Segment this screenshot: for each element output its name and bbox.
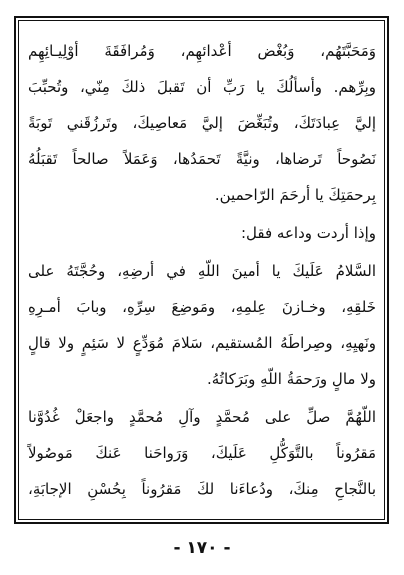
- text-line-10: ولا مالٍ ورَحمَةُ اللّهِ وبَرَكاتُهُ.: [207, 370, 376, 388]
- text-line-13: بالنَّجاحِ مِنكَ، ودُعاءَنا لكَ مَقرُوناً بِحُسْنِ الإجابَةِ،: [28, 480, 376, 498]
- text-line-3: إليَّ عِبادَتَكَ، وتُبَغِّضَ إليَّ مَعاصِيكَ، وتَرزُقَني تَوبَةً: [28, 114, 376, 132]
- prayer-text-block: [24, 28, 380, 512]
- text-line-9: ونَهيِهِ، وصِراطَهُ المُستقيم، سَلامَ مُوَدِّعٍ لا سَئِمٍ ولا قالٍ: [28, 334, 376, 352]
- text-line-12: مَقرُوناً بالتَّوَكُّلِ عَلَيكَ، وَرَواحَنا عَنكَ مَوصُولاً: [28, 444, 376, 462]
- section-heading: وإذا أردت وداعه فقل:: [240, 224, 376, 242]
- text-line-7: السَّلامُ عَلَيكَ يا أمينَ اللّهِ في أرضِهِ، وحُجَّتَهُ على: [28, 262, 376, 280]
- text-line-8: خَلقِهِ، وخـازنَ عِلمِهِ، ومَوضِعَ سِرِّهِ، وبابَ أمـرِهِ: [28, 298, 376, 316]
- text-line-5: بِرحمَتِكَ يا أرحَمَ الرّاحمين.: [214, 186, 376, 204]
- text-line-4: نَصُوحاً تَرضاها، ونيَّةً تَحمَدُها، وَعَمَلاً صالحاً تَقبَلُهُ: [28, 150, 376, 168]
- page-number: - ١٧٠ -: [173, 538, 231, 558]
- text-line-1: وَمَحَبَّتَهُم، وَبُغْض أعْدائهِم، وَمُرافَقَةَ أوْلِيـائِهِم: [28, 42, 376, 60]
- text-line-11: اللّهُمَّ صلِّ على مُحمَّدٍ وآلِ مُحمَّدٍ واجعَلْ غُدُوَّنا: [28, 408, 376, 426]
- text-line-2: وبِرِّهم. وأسألُكَ يا رَبِّ أن تَقبلَ ذلكَ مِنّي، وتُحبِّبَ: [28, 78, 376, 96]
